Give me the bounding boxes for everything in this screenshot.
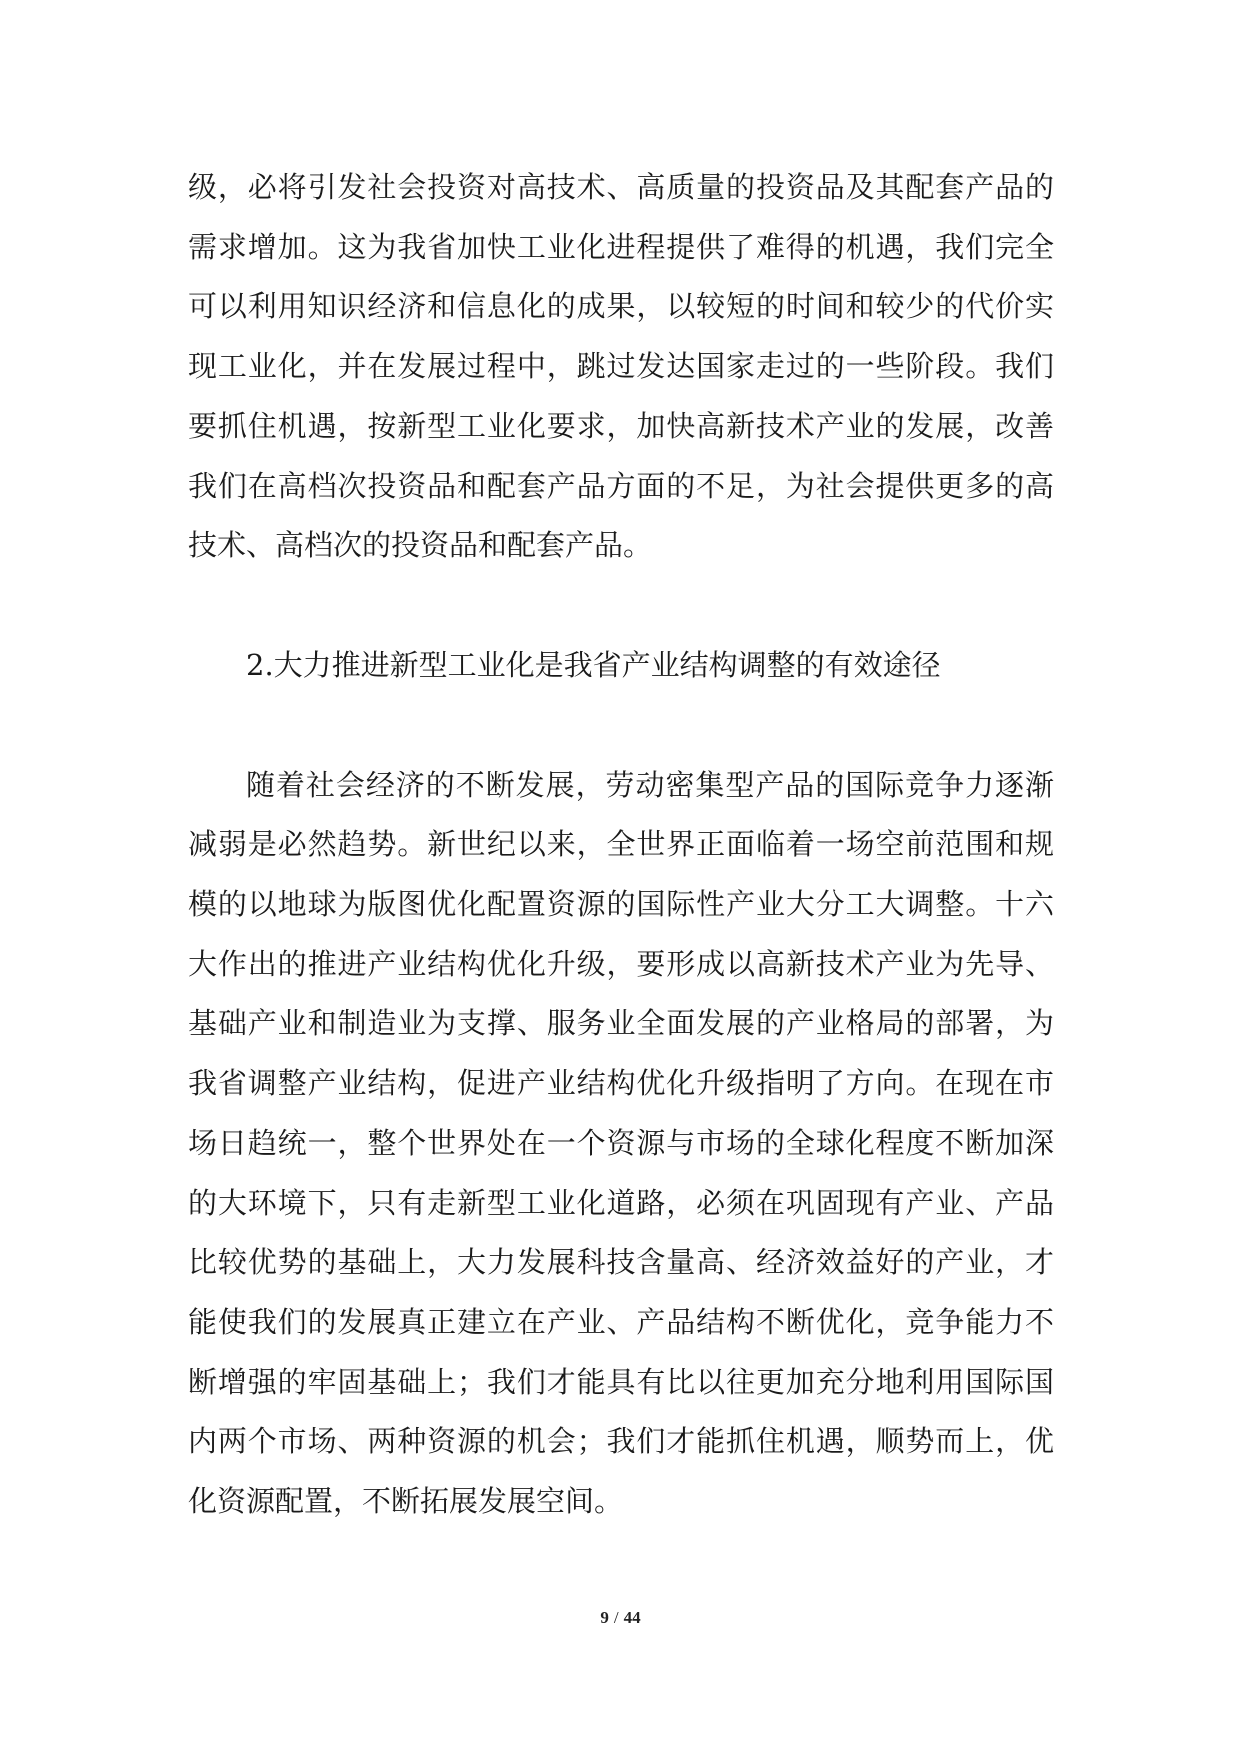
current-page-number: 9 [600,1608,609,1627]
section-heading: 2.大力推进新型工业化是我省产业结构调整的有效途径 [246,647,941,682]
page-body [188,158,1054,1532]
page-separator: / [613,1608,619,1627]
paragraph-continued: 级，必将引发社会投资对高技术、高质量的投资品及其配套产品的需求增加。这为我省加快工业化进程提供了难得的机遇，我们完全可以利用知识经济和信息化的成果，以较短的时间和较少的代价实现工业化，并在发展过程中，跳过发达国家走过的一些阶段。我们要抓住机遇，按新型工业化要求，加快高新技术产业的发展，改善我们在高档次投资品和配套产品方面的不足，为社会提供更多的高技术、高档次的投资品和配套产品。 [188,170,1054,563]
paragraph: 随着社会经济的不断发展，劳动密集型产品的国际竞争力逐渐减弱是必然趋势。新世纪以来，全世界正面临着一场空前范围和规模的以地球为版图优化配置资源的国际性产业大分工大调整。十六大作出的推进产业结构优化升级，要形成以高新技术产业为先导、基础产业和制造业为支撑、服务业全面发展的产业格局的部署，为我省调整产业结构，促进产业结构优化升级指明了方向。在现在市场日趋统一，整个世界处在一个资源与市场的全球化程度不断加深的大环境下，只有走新型工业化道路，必须在巩固现有产业、产品比较优势的基础上，大力发展科技含量高、经济效益好的产业，才能使我们的发展真正建立在产业、产品结构不断优化，竞争能力不断增强的牢固基础上；我们才能具有比以往更加充分地利用国际国内两个市场、两种资源的机会；我们才能抓住机遇，顺势而上，优化资源配置，不断拓展发展空间。 [188,767,1054,1519]
page-number [0,1608,1241,1628]
total-pages: 44 [623,1608,641,1627]
